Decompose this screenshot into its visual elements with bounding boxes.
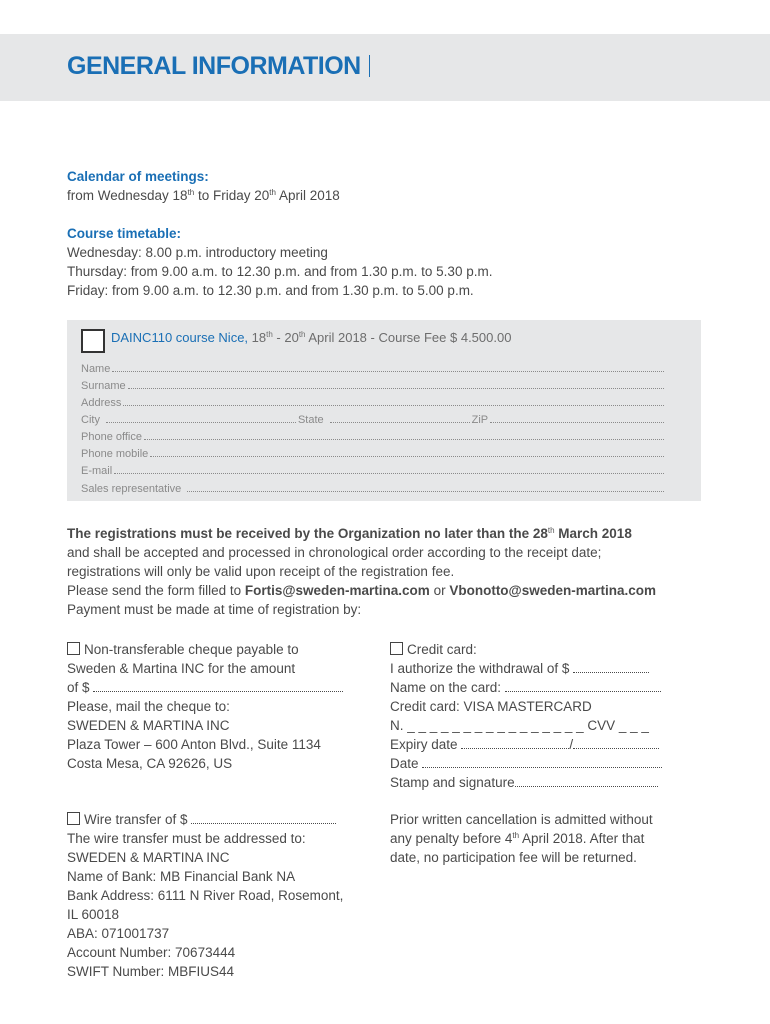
wire-option[interactable]	[67, 810, 343, 829]
expiry-month-blank[interactable]	[461, 738, 569, 749]
wire-amount-blank[interactable]	[191, 813, 336, 824]
card-type-line: Credit card: VISA MASTERCARD	[390, 699, 592, 714]
cancellation-line: date, no participation fee will be returned.	[390, 850, 637, 865]
cheque-amount-blank[interactable]	[93, 681, 343, 692]
cheque-line: Sweden & Martina INC for the amount	[67, 661, 296, 676]
registration-form	[67, 320, 701, 501]
notice-line: registrations will only be valid upon receipt of the registration fee.	[67, 564, 455, 579]
calendar-mid: to Friday 20	[194, 188, 270, 203]
address-field[interactable]	[81, 396, 666, 412]
date-label: Date	[390, 756, 419, 771]
notice-line: and shall be accepted and processed in chronological order according to the receipt date;	[67, 545, 602, 560]
credit-card-section	[390, 640, 662, 792]
name-blank[interactable]	[112, 362, 664, 372]
city-blank[interactable]	[106, 413, 296, 423]
signature-label: Stamp and signature	[390, 775, 515, 790]
calendar-dates	[67, 188, 340, 203]
cheque-label: Non-transferable cheque payable to	[84, 642, 299, 657]
wire-line: Name of Bank: MB Financial Bank NA	[67, 869, 296, 884]
timetable-line: Thursday: from 9.00 a.m. to 12.30 p.m. and from 1.30 p.m. to 5.30 p.m.	[67, 264, 493, 279]
cvv-label: CVV _ _ _	[583, 718, 649, 733]
wire-line: Account Number: 70673444	[67, 945, 236, 960]
credit-label: Credit card:	[407, 642, 477, 657]
sales-rep-blank[interactable]	[187, 482, 664, 492]
wire-line: SWIFT Number: MBFIUS44	[67, 964, 235, 979]
email-link-fortis[interactable]: Fortis@sweden-martina.com	[244, 583, 430, 598]
state-label: State	[297, 414, 324, 426]
credit-amount-blank[interactable]	[573, 662, 649, 673]
deadline-sup: th	[547, 526, 555, 535]
credit-checkbox[interactable]	[390, 642, 403, 655]
surname-blank[interactable]	[128, 379, 664, 389]
phone-office-label: Phone office	[81, 431, 142, 443]
card-name-label: Name on the card:	[390, 680, 502, 695]
title-divider	[369, 55, 370, 77]
sales-rep-field[interactable]	[81, 482, 666, 498]
wire-line: ABA: 071001737	[67, 926, 170, 941]
cancellation-section	[390, 810, 653, 867]
calendar-heading: Calendar of meetings:	[67, 169, 209, 184]
card-number-label: N. _ _ _ _ _ _ _ _ _ _ _ _ _ _ _ _	[390, 718, 584, 733]
signature-blank[interactable]	[515, 776, 658, 787]
cheque-checkbox[interactable]	[67, 642, 80, 655]
wire-checkbox[interactable]	[67, 812, 80, 825]
city-label: City	[81, 414, 100, 426]
cancellation-line: Prior written cancellation is admitted without	[390, 812, 653, 827]
deadline-line	[67, 526, 632, 541]
course-date-start: 18	[248, 330, 267, 345]
wire-line: Bank Address: 6111 N River Road, Rosemont,	[67, 888, 344, 903]
course-date-sep: - 20	[272, 330, 299, 345]
course-sup1: th	[266, 330, 273, 339]
expiry-label: Expiry date	[390, 737, 458, 752]
card-name-line	[390, 678, 662, 697]
timetable-line: Friday: from 9.00 a.m. to 12.30 p.m. and from 1.30 p.m. to 5.00 p.m.	[67, 283, 474, 298]
name-label: Name	[81, 363, 111, 375]
cheque-amount-label: of $	[67, 680, 90, 695]
cancellation-sup: th	[512, 831, 520, 840]
page-title	[67, 52, 370, 81]
date-line	[390, 754, 662, 773]
surname-field[interactable]	[81, 379, 666, 395]
deadline-text: The registrations must be received by the Organization no later than the 28	[67, 526, 548, 541]
cancellation-post: April 2018. After that	[519, 831, 645, 846]
email-link-vbonotto[interactable]: Vbonotto@sweden-martina.com	[449, 583, 657, 598]
name-field[interactable]	[81, 362, 666, 378]
page-title-text: GENERAL INFORMATION	[67, 52, 361, 80]
city-state-zip-field[interactable]	[81, 413, 666, 429]
credit-amount-label: I authorize the withdrawal of $	[390, 661, 570, 676]
wire-label: Wire transfer of $	[84, 812, 188, 827]
cancellation-pre: any penalty before 4	[390, 831, 513, 846]
address-blank[interactable]	[123, 396, 664, 406]
course-date-end: April 2018 - Course Fee $ 4.500.00	[305, 330, 512, 345]
phone-office-blank[interactable]	[144, 430, 664, 440]
course-checkbox[interactable]	[81, 329, 105, 353]
wire-line: IL 60018	[67, 907, 120, 922]
calendar-sup1: th	[187, 188, 195, 197]
address-label: Address	[81, 397, 122, 409]
date-blank[interactable]	[422, 757, 662, 768]
credit-option[interactable]	[390, 640, 662, 659]
send-form-or: or	[429, 583, 450, 598]
phone-mobile-label: Phone mobile	[81, 448, 149, 460]
cheque-line: SWEDEN & MARTINA INC	[67, 718, 230, 733]
cheque-line: Costa Mesa, CA 92626, US	[67, 756, 233, 771]
cheque-option[interactable]	[67, 640, 343, 659]
email-label: E-mail	[81, 465, 113, 477]
signature-line	[390, 773, 662, 792]
phone-mobile-blank[interactable]	[150, 447, 664, 457]
wire-line: SWEDEN & MARTINA INC	[67, 850, 230, 865]
calendar-end: April 2018	[275, 188, 340, 203]
cheque-amount-line	[67, 678, 343, 697]
notice-line: Payment must be made at time of registration by:	[67, 602, 362, 617]
card-number-line	[390, 716, 662, 735]
phone-office-field[interactable]	[81, 430, 666, 446]
state-blank[interactable]	[330, 413, 470, 423]
wire-transfer-section	[67, 810, 343, 981]
calendar-from: from Wednesday 18	[67, 188, 188, 203]
course-name: DAINC110 course Nice,	[111, 330, 249, 345]
cheque-line: Please, mail the cheque to:	[67, 699, 230, 714]
course-line	[111, 330, 511, 345]
phone-mobile-field[interactable]	[81, 447, 666, 463]
expiry-line	[390, 735, 662, 754]
surname-label: Surname	[81, 380, 126, 392]
course-sup2: th	[298, 330, 306, 339]
sales-rep-label: Sales representative	[81, 483, 182, 495]
card-name-blank[interactable]	[505, 681, 661, 692]
send-form-text: Please send the form filled to	[67, 583, 245, 598]
timetable-heading: Course timetable:	[67, 226, 182, 241]
zip-label: ZiP	[471, 414, 489, 426]
calendar-sup2: th	[269, 188, 276, 197]
cancellation-line	[390, 829, 653, 848]
send-form-line	[67, 583, 656, 598]
email-blank[interactable]	[114, 464, 664, 474]
wire-line: The wire transfer must be addressed to:	[67, 831, 306, 846]
cheque-section	[67, 640, 343, 773]
email-field[interactable]	[81, 464, 666, 480]
cheque-line: Plaza Tower – 600 Anton Blvd., Suite 1134	[67, 737, 321, 752]
expiry-separator: /	[569, 737, 574, 752]
timetable-line: Wednesday: 8.00 p.m. introductory meeting	[67, 245, 328, 260]
credit-amount-line	[390, 659, 662, 678]
deadline-date: March 2018	[554, 526, 632, 541]
zip-blank[interactable]	[490, 413, 664, 423]
expiry-year-blank[interactable]	[573, 738, 659, 749]
